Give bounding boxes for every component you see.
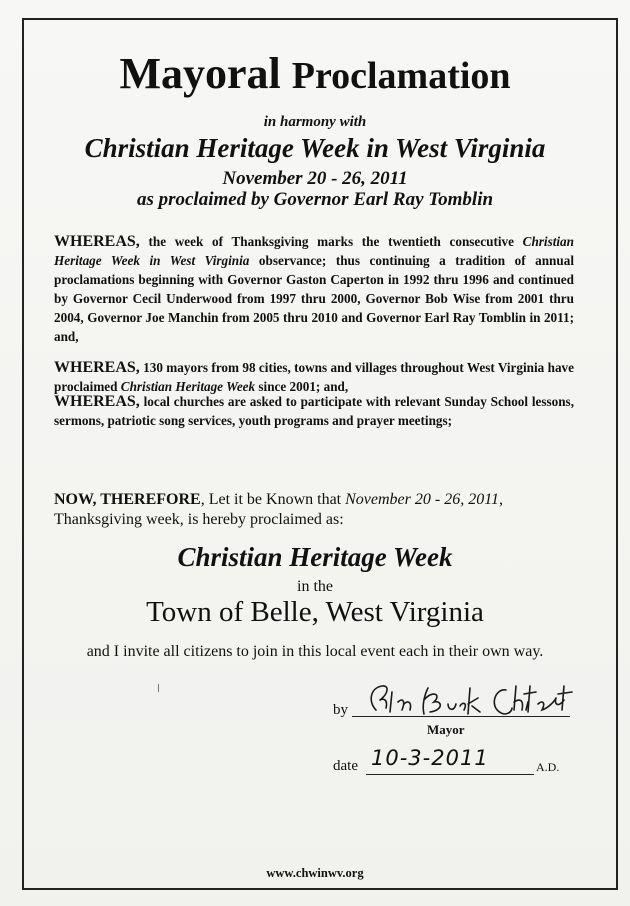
whereas-text: local churches are asked to participate with relevant Sunday School lessons, sermons, patriotic song services, youth programs and prayer meetings; (54, 394, 574, 428)
invite-line: and I invite all citizens to join in this local event each in their own way. (86, 643, 544, 660)
harmony-line: in harmony with (263, 114, 367, 130)
proclaimed-by-line: as proclaimed by Governor Earl Ray Tomblin (136, 189, 494, 210)
signature-line (352, 716, 570, 717)
now-therefore-lead: NOW, THEREFORE (54, 491, 201, 508)
title-word-mayoral: Mayoral (119, 49, 281, 98)
whereas-lead: WHEREAS, (54, 393, 140, 410)
whereas-paragraph-3 (54, 392, 574, 430)
whereas-text: observance; thus continuing a tradition of annual proclamations beginning with Governor Gaston Caperton in 1992 thru 1996 and continued by Governor Cecil Underwood from 1997 thru 2000, Governor Bob Wise from 2001 thru 2004, Governor Joe Manchin from 2005 thru 2010 and Governor Earl Ray Tomblin in 2011; and, (54, 253, 574, 344)
whereas-paragraph-2 (54, 358, 574, 396)
whereas-paragraph-1 (54, 232, 574, 346)
in-the-label: in the (297, 578, 333, 595)
whereas-text: since 2001; and, (255, 379, 349, 394)
whereas-lead: WHEREAS, (54, 233, 140, 250)
dates-line: November 20 - 26, 2011 (222, 168, 408, 189)
town-name: Town of Belle, West Virginia (146, 596, 484, 628)
whereas-text: 130 mayors from 98 cities, towns and villages throughout West Virginia have proclaimed (54, 360, 574, 394)
title-word-proclamation: Proclamation (291, 55, 511, 97)
date-line (366, 774, 534, 775)
proclamation-text: , Thanksgiving week, is hereby proclaimed as: (54, 491, 504, 528)
date-label: date (333, 758, 358, 774)
whereas-text: the week of Thanksgiving marks the twentieth consecutive (139, 234, 523, 249)
subtitle: Christian Heritage Week in West Virginia (84, 133, 546, 163)
proclamation-text: , Let it be Known that (200, 491, 346, 508)
now-therefore-paragraph (54, 490, 594, 530)
website-footer: www.chwinwv.org (266, 866, 364, 880)
whereas-lead: WHEREAS, (54, 359, 140, 376)
whereas-italic: Christian Heritage Week in West Virginia (54, 234, 574, 268)
mayor-label: Mayor (427, 722, 465, 737)
proclamation-dates: November 20 - 26, 2011 (345, 491, 500, 508)
stray-mark (158, 684, 159, 692)
document-title (0, 49, 630, 98)
whereas-italic: Christian Heritage Week (120, 379, 256, 394)
ad-label: A.D. (536, 760, 560, 774)
event-name: Christian Heritage Week (177, 542, 453, 572)
by-label: by (333, 702, 348, 718)
handwritten-date: 10-3-2011 (371, 746, 489, 770)
